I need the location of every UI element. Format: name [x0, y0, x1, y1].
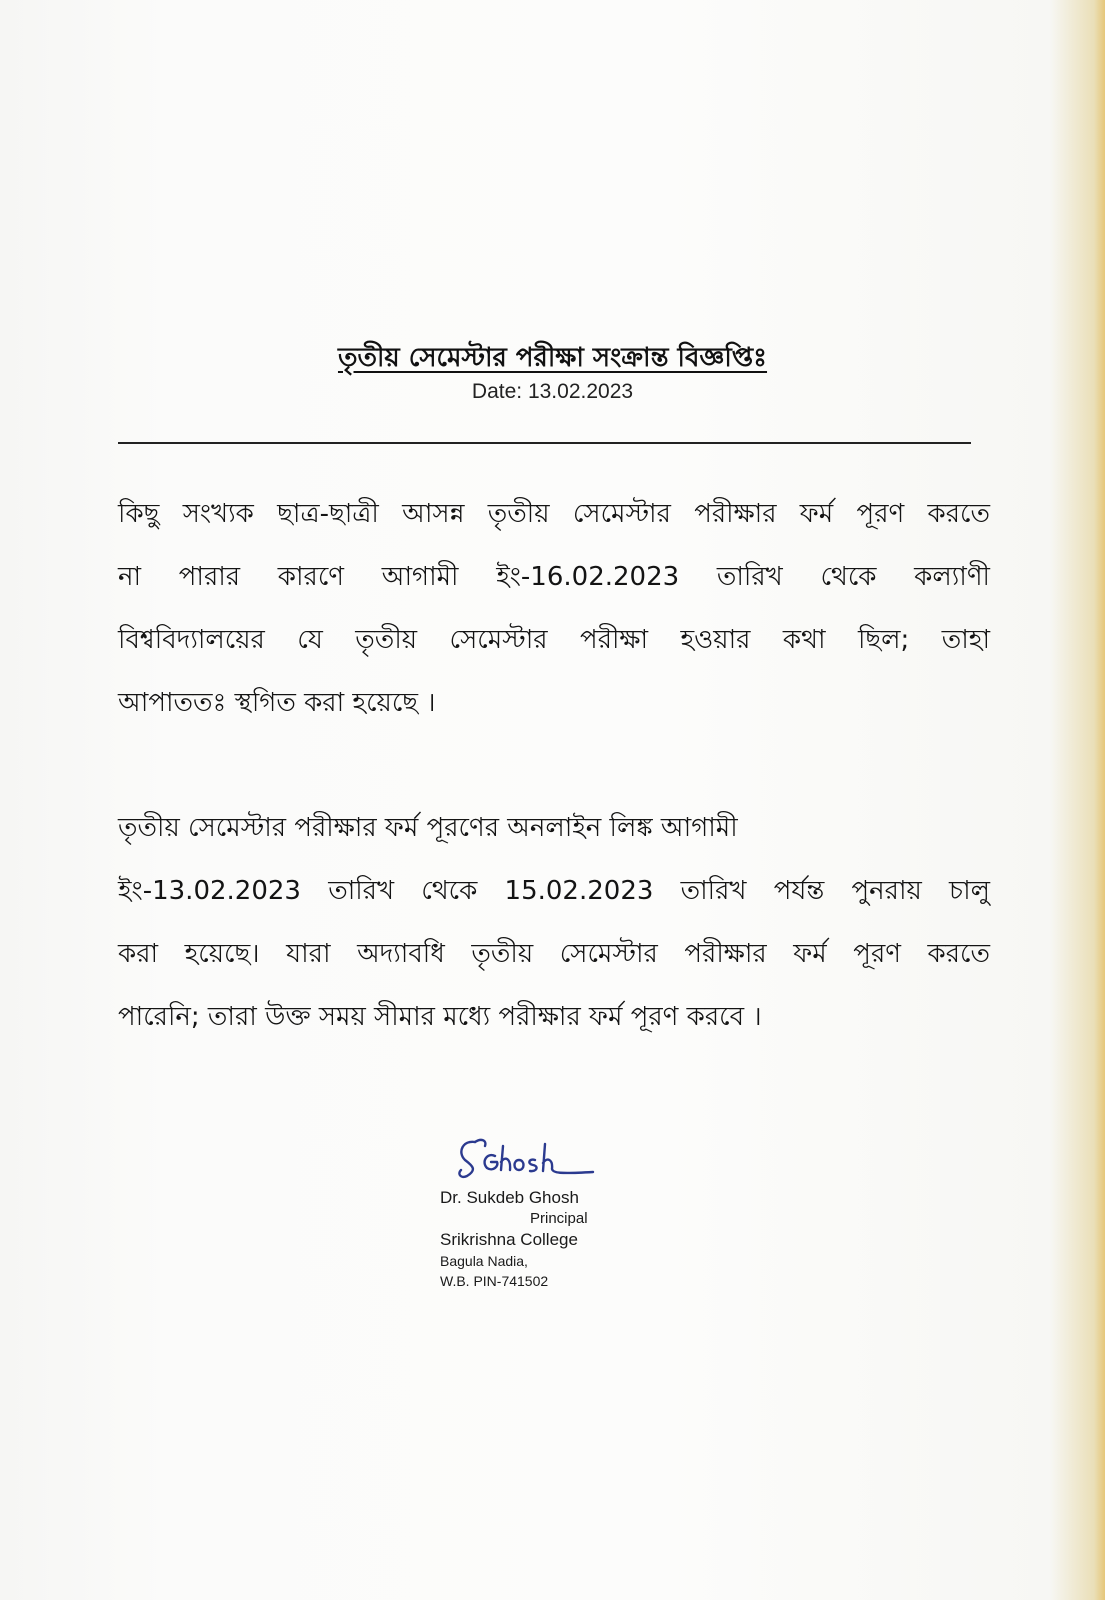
signatory-block: [440, 1187, 610, 1291]
paragraph-line: পারেনি; তারা উক্ত সময় সীমার মধ্যে পরীক্ষার ফর্ম পূরণ করবে ।: [118, 1002, 762, 1032]
paragraph-line: ইং-13.02.2023 তারিখ থেকে 15.02.2023 তারিখ পর্যন্ত পুনরায় চালু: [118, 876, 990, 906]
paragraph-line: বিশ্ববিদ্যালয়ের যে তৃতীয় সেমেস্টার পরীক্ষা হওয়ার কথা ছিল; তাহা: [118, 625, 990, 655]
paragraph-line: তৃতীয় সেমেস্টার পরীক্ষার ফর্ম পূরণের অনলাইন লিঙ্ক আগামী: [118, 813, 738, 843]
notice-date: Date: 13.02.2023: [471, 380, 634, 403]
signatory-address-line2: W.B. PIN-741502: [440, 1273, 549, 1289]
paragraph-line: না পারার কারণে আগামী ইং-16.02.2023 তারিখ থেকে কল্যাণী: [118, 562, 990, 592]
signatory-college: Srikrishna College: [440, 1230, 578, 1249]
paragraph-postponement: [118, 483, 990, 735]
paragraph-line: করা হয়েছে। যারা অদ্যাবধি তৃতীয় সেমেস্টার পরীক্ষার ফর্ম পূরণ করতে: [118, 939, 990, 969]
handwritten-signature: [455, 1134, 595, 1184]
signatory-address-line1: Bagula Nadia,: [440, 1253, 528, 1269]
notice-title: তৃতীয় সেমেস্টার পরীক্ষা সংক্রান্ত বিজ্ঞপ্তিঃ: [337, 343, 768, 373]
paragraph-form-fillup: [118, 797, 990, 1049]
signatory-designation: Principal: [530, 1210, 588, 1227]
paragraph-line: কিছু সংখ্যক ছাত্র-ছাত্রী আসন্ন তৃতীয় সেমেস্টার পরীক্ষার ফর্ম পূরণ করতে: [118, 499, 990, 529]
signatory-name: Dr. Sukdeb Ghosh: [440, 1188, 579, 1207]
divider-line: [118, 442, 971, 444]
paragraph-line: আপাততঃ স্থগিত করা হয়েছে ।: [118, 688, 436, 718]
